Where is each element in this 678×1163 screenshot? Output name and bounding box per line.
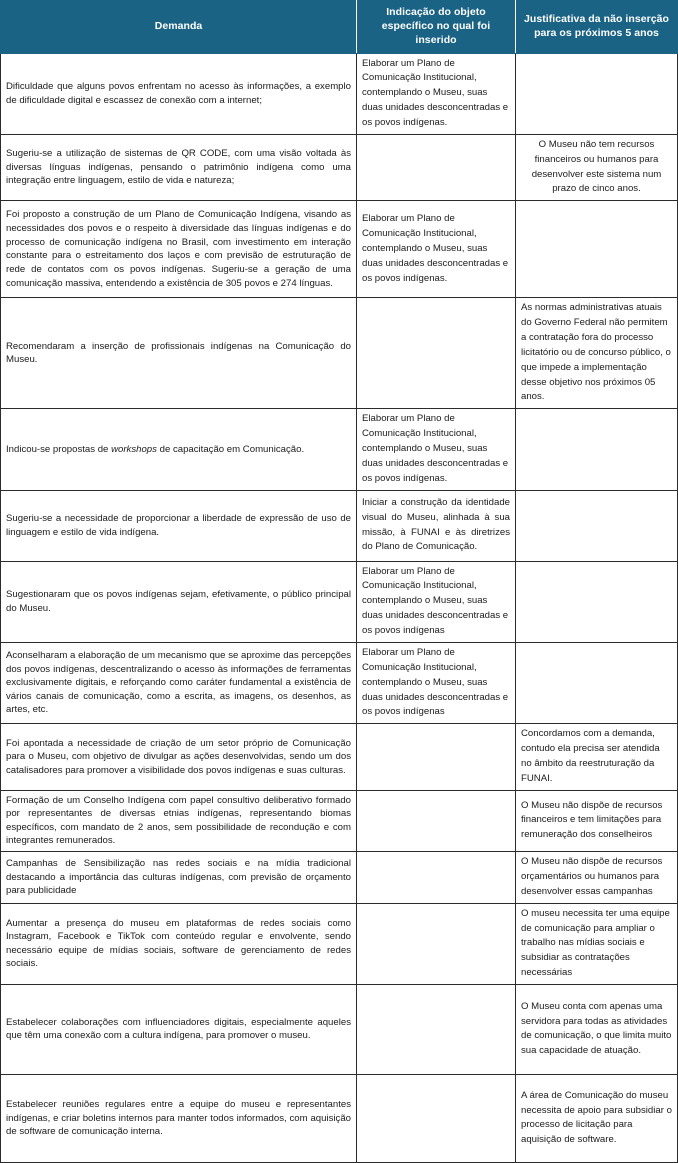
cell-justificativa: O Museu não dispõe de recursos orçamentários ou humanos para desenvolver essas campanhas [516, 852, 678, 904]
cell-objeto: Elaborar um Plano de Comunicação Institucional, contemplando o Museu, suas duas unidades desconcentradas e os povos indígenas. [357, 53, 516, 134]
table-row [1, 298, 678, 409]
table-row [1, 201, 678, 298]
table-row [1, 984, 678, 1074]
cell-objeto [357, 852, 516, 904]
table-row [1, 642, 678, 723]
cell-justificativa [516, 490, 678, 561]
column-header-objeto: Indicação do objeto específico no qual foi inserido [357, 1, 516, 54]
cell-objeto [357, 134, 516, 200]
table-row [1, 903, 678, 984]
cell-objeto [357, 1074, 516, 1162]
cell-justificativa: O museu necessita ter uma equipe de comunicação para ampliar o trabalho nas mídias sociais e subsidiar as contratações necessárias [516, 903, 678, 984]
cell-justificativa [516, 561, 678, 642]
cell-objeto [357, 984, 516, 1074]
cell-demanda: Sugeriu-se a necessidade de proporcionar a liberdade de expressão de uso de linguagem e estilo de vida indígena. [1, 490, 357, 561]
cell-demanda: Foi proposto a construção de um Plano de Comunicação Indígena, visando as necessidades dos povos e o respeito à diversidade das línguas indígenas e do processo de comunicação indígena no Brasil, com investimento em interação constante para o estreitamento dos laços e com previsão de estruturação de rede de contatos com os povos indígenas. Sugeriu-se a geração de uma comunicação massiva, entendendo a existência de 305 povos e 274 línguas. [1, 201, 357, 298]
cell-justificativa [516, 53, 678, 134]
cell-justificativa [516, 201, 678, 298]
cell-demanda: Sugestionaram que os povos indígenas sejam, efetivamente, o público principal do Museu. [1, 561, 357, 642]
cell-justificativa: As normas administrativas atuais do Governo Federal não permitem a contratação fora do processo licitatório ou de concurso público, o que impede a implementação desse objetivo nos próximos 05 anos. [516, 298, 678, 409]
table-row [1, 790, 678, 851]
cell-demanda: Campanhas de Sensibilização nas redes sociais e na mídia tradicional destacando a importância das culturas indígenas, com previsão de orçamento para publicidade [1, 852, 357, 904]
cell-objeto: Elaborar um Plano de Comunicação Institucional, contemplando o Museu, suas duas unidades desconcentradas e os povos indígenas [357, 642, 516, 723]
cell-objeto [357, 724, 516, 790]
cell-demanda: Estabelecer colaborações com influenciadores digitais, especialmente aqueles que têm uma conexão com a cultura indígena, para promover o museu. [1, 984, 357, 1074]
table-header-row [1, 1, 678, 54]
cell-objeto: Iniciar a construção da identidade visual do Museu, alinhada à sua missão, à FUNAI e às diretrizes do Plano de Comunicação. [357, 490, 516, 561]
table-row [1, 409, 678, 490]
column-header-justificativa: Justificativa da não inserção para os próximos 5 anos [516, 1, 678, 54]
cell-justificativa: Concordamos com a demanda, contudo ela precisa ser atendida no âmbito da reestruturação da FUNAI. [516, 724, 678, 790]
cell-justificativa [516, 642, 678, 723]
cell-demanda: Recomendaram a inserção de profissionais indígenas na Comunicação do Museu. [1, 298, 357, 409]
table-row [1, 1074, 678, 1162]
table-row [1, 724, 678, 790]
cell-objeto: Elaborar um Plano de Comunicação Institucional, contemplando o Museu, suas duas unidades desconcentradas e os povos indígenas [357, 561, 516, 642]
cell-justificativa: O Museu conta com apenas uma servidora para todas as atividades de comunicação, o que limita muito sua capacidade de atuação. [516, 984, 678, 1074]
cell-justificativa [516, 409, 678, 490]
table-row [1, 852, 678, 904]
table-row [1, 561, 678, 642]
cell-objeto [357, 790, 516, 851]
cell-objeto [357, 298, 516, 409]
table-header [1, 1, 678, 54]
cell-justificativa: O Museu não dispõe de recursos financeiros e tem limitações para remuneração dos conselheiros [516, 790, 678, 851]
cell-demanda: Dificuldade que alguns povos enfrentam no acesso às informações, a exemplo de dificuldade digital e escassez de conexão com a internet; [1, 53, 357, 134]
cell-justificativa: O Museu não tem recursos financeiros ou humanos para desenvolver este sistema num prazo de cinco anos. [516, 134, 678, 200]
cell-objeto [357, 903, 516, 984]
cell-demanda: Estabelecer reuniões regulares entre a equipe do museu e representantes indígenas, e criar boletins internos para manter todos informados, com aquisição de software de comunicação interna. [1, 1074, 357, 1162]
cell-demanda: Aconselharam a elaboração de um mecanismo que se aproxime das percepções dos povos indígenas, descentralizando o acesso às informações de ferramentas exclusivamente digitais, e reforçando como caráter fundamental a existência de vários canais de comunicação, como a escrita, as imagens, os desenhos, as artes, etc. [1, 642, 357, 723]
cell-justificativa: A área de Comunicação do museu necessita de apoio para subsidiar o processo de licitação para aquisição de software. [516, 1074, 678, 1162]
cell-demanda: Indicou-se propostas de workshops de capacitação em Comunicação. [1, 409, 357, 490]
cell-objeto: Elaborar um Plano de Comunicação Institucional, contemplando o Museu, suas duas unidades desconcentradas e os povos indígenas. [357, 409, 516, 490]
cell-demanda: Aumentar a presença do museu em plataformas de redes sociais como Instagram, Facebook e TikTok com conteúdo regular e envolvente, sendo necessário equipe de mídias sociais, software de gerenciamento de redes sociais. [1, 903, 357, 984]
cell-demanda: Formação de um Conselho Indígena com papel consultivo deliberativo formado por representantes de diversas etnias indígenas, representando biomas específicos, com mandato de 2 anos, sem possibilidade de recondução e com integrantes remunerados. [1, 790, 357, 851]
cell-objeto: Elaborar um Plano de Comunicação Institucional, contemplando o Museu, suas duas unidades desconcentradas e os povos indígenas. [357, 201, 516, 298]
table-body [1, 53, 678, 1162]
table-row [1, 490, 678, 561]
cell-demanda: Sugeriu-se a utilização de sistemas de QR CODE, com uma visão voltada às diversas línguas indígenas, pensando o patrimônio indígena como uma integração entre linguagem, estilo de vida e natureza; [1, 134, 357, 200]
table-row [1, 53, 678, 134]
table-row [1, 134, 678, 200]
cell-demanda: Foi apontada a necessidade de criação de um setor próprio de Comunicação para o Museu, com objetivo de divulgar as ações desenvolvidas, sendo um dos catalisadores para promover a visibilidade dos povos indígenas e suas culturas. [1, 724, 357, 790]
column-header-demanda: Demanda [1, 1, 357, 54]
